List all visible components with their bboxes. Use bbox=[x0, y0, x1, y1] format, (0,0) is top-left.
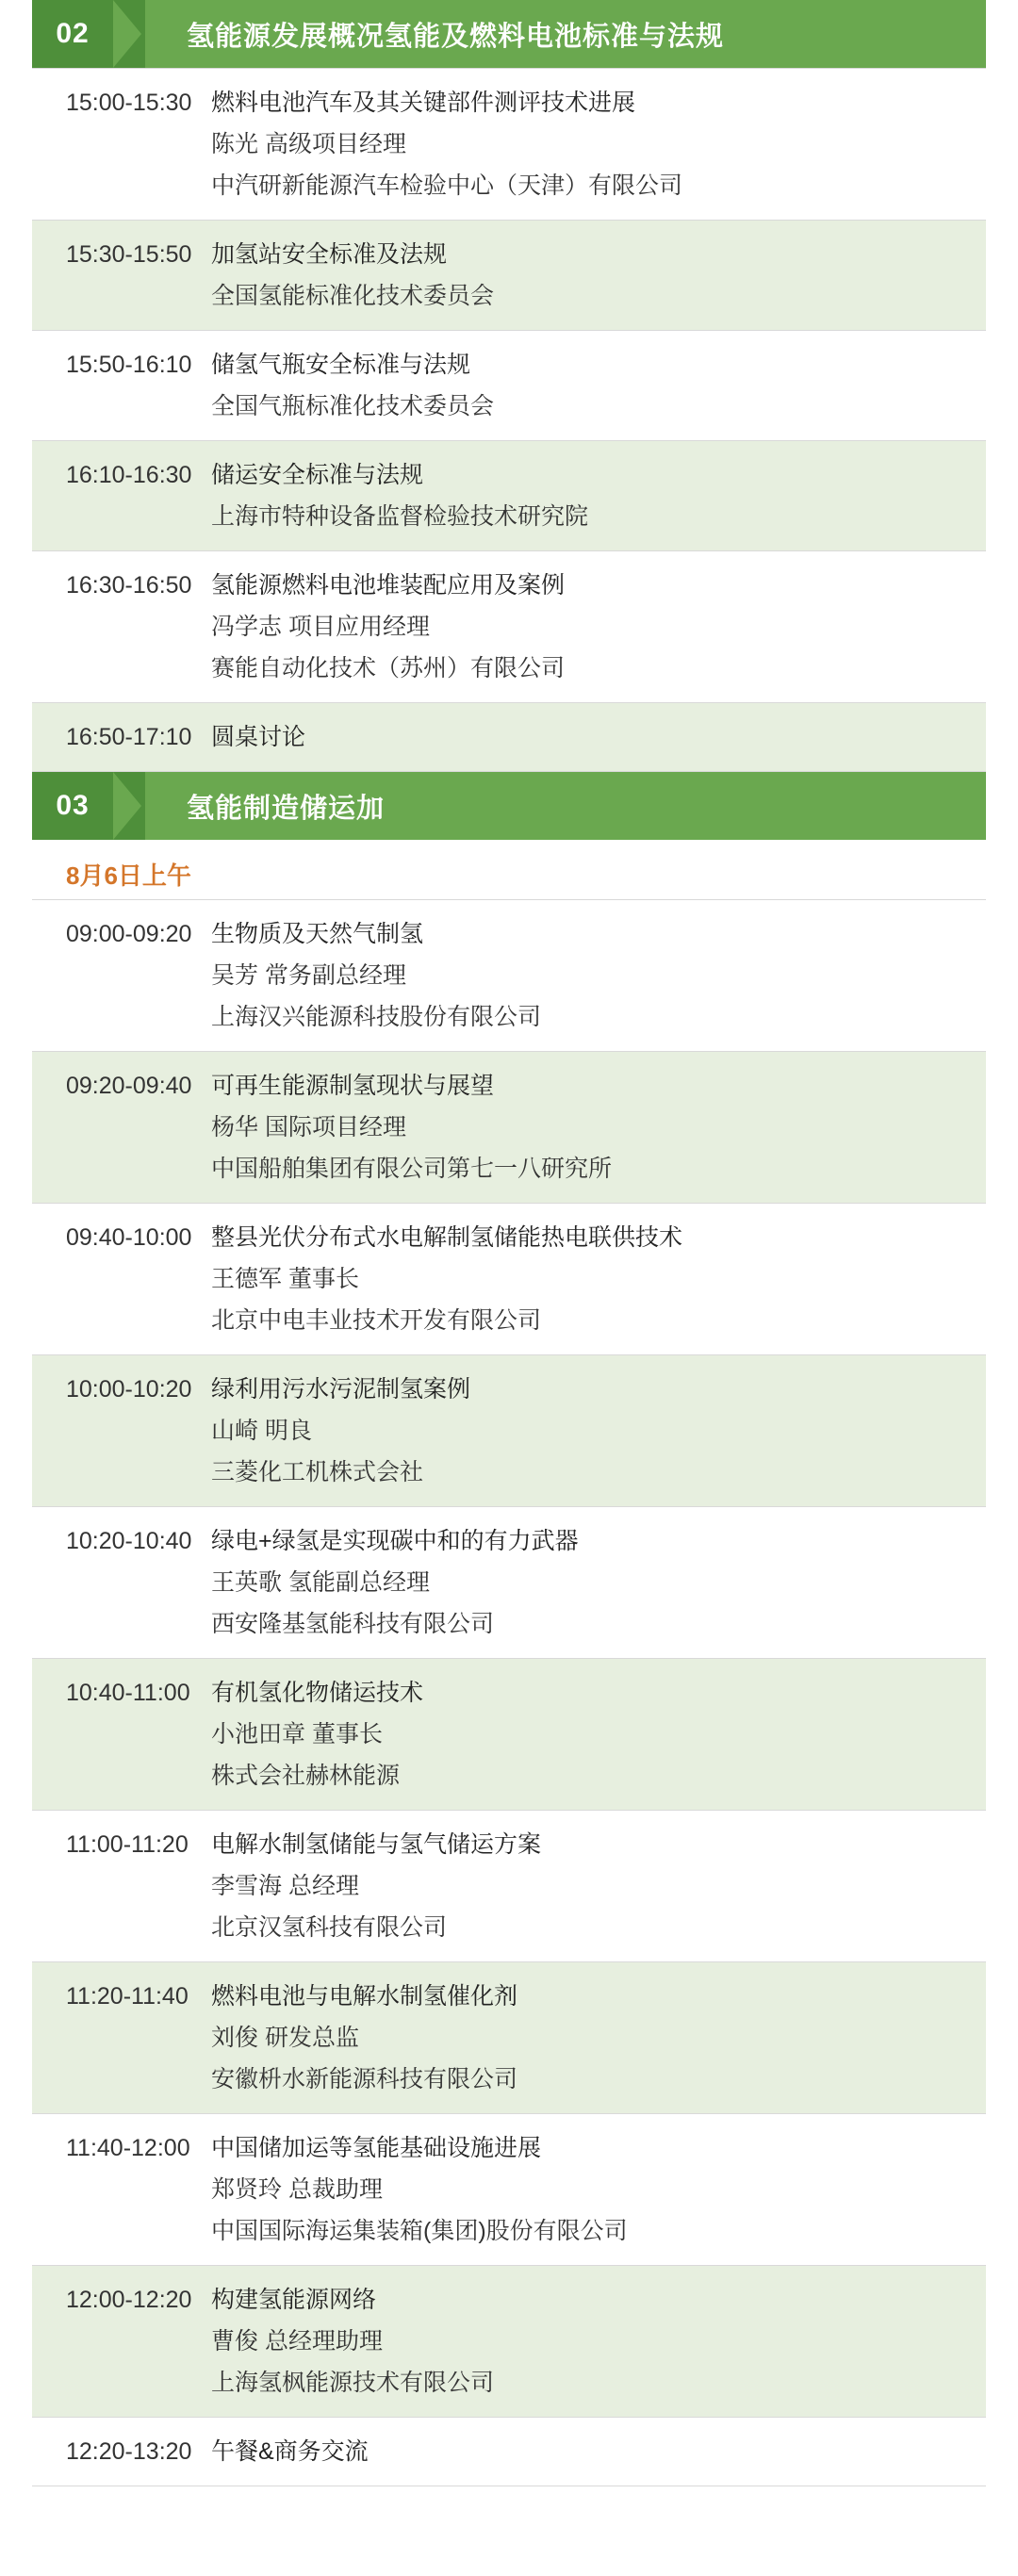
session-org: 安徽枡水新能源科技有限公司 bbox=[211, 2066, 518, 2092]
session-time: 15:30-15:50 bbox=[66, 241, 192, 268]
session-detail bbox=[211, 2127, 986, 2252]
session-speaker: 曹俊 总经理助理 bbox=[211, 2328, 383, 2354]
chevron-right-icon bbox=[113, 772, 145, 840]
agenda-row bbox=[32, 2265, 986, 2417]
session-org: 中国船舶集团有限公司第七一八研究所 bbox=[211, 1156, 613, 1182]
session-topic: 圆桌讨论 bbox=[211, 724, 306, 750]
session-topic: 中国储加运等氢能基础设施进展 bbox=[211, 2135, 542, 2161]
session-speaker: 上海市特种设备监督检验技术研究院 bbox=[211, 503, 589, 530]
session-speaker: 全国氢能标准化技术委员会 bbox=[211, 283, 495, 309]
session-speaker: 王英歌 氢能副总经理 bbox=[211, 1569, 430, 1596]
agenda-row bbox=[32, 1051, 986, 1203]
session-detail bbox=[211, 82, 986, 206]
session-time: 10:40-11:00 bbox=[66, 1680, 190, 1706]
session-speaker: 陈光 高级项目经理 bbox=[211, 131, 406, 157]
session-topic: 绿电+绿氢是实现碳中和的有力武器 bbox=[211, 1528, 579, 1554]
session-time: 09:00-09:20 bbox=[66, 921, 192, 947]
session-time: 12:00-12:20 bbox=[66, 2287, 192, 2313]
agenda-row bbox=[32, 1506, 986, 1658]
session-time: 15:50-16:10 bbox=[66, 352, 192, 378]
section-header bbox=[32, 0, 986, 68]
session-detail bbox=[211, 1520, 986, 1645]
agenda-list bbox=[32, 68, 986, 772]
agenda-row bbox=[32, 899, 986, 1051]
section-number: 02 bbox=[32, 0, 113, 68]
agenda-row bbox=[32, 550, 986, 702]
session-org: 赛能自动化技术（苏州）有限公司 bbox=[211, 655, 566, 681]
session-topic: 燃料电池汽车及其关键部件测评技术进展 bbox=[211, 90, 636, 116]
agenda-row bbox=[32, 68, 986, 220]
session-topic: 电解水制氢储能与氢气储运方案 bbox=[211, 1831, 542, 1858]
session-detail bbox=[211, 565, 986, 689]
agenda-row bbox=[32, 702, 986, 771]
session-detail bbox=[211, 2279, 986, 2404]
session-org: 上海汉兴能源科技股份有限公司 bbox=[211, 1004, 542, 1030]
session-speaker: 刘俊 研发总监 bbox=[211, 2025, 359, 2051]
session-speaker: 吴芳 常务副总经理 bbox=[211, 962, 406, 989]
agenda-row bbox=[32, 440, 986, 550]
session-detail bbox=[211, 913, 986, 1038]
section-title: 氢能制造储运加 bbox=[145, 772, 986, 840]
session-time: 11:40-12:00 bbox=[66, 2135, 190, 2161]
agenda-row bbox=[32, 1354, 986, 1506]
session-time: 12:20-13:20 bbox=[66, 2438, 192, 2465]
chevron-right-icon bbox=[113, 0, 145, 68]
session-time: 15:00-15:30 bbox=[66, 90, 192, 116]
agenda-row bbox=[32, 1961, 986, 2113]
session-time: 16:50-17:10 bbox=[66, 724, 192, 750]
session-detail bbox=[211, 454, 986, 537]
session-speaker: 冯学志 项目应用经理 bbox=[211, 614, 430, 640]
session-detail bbox=[211, 1217, 986, 1341]
section-number: 03 bbox=[32, 772, 113, 840]
session-topic: 绿利用污水污泥制氢案例 bbox=[211, 1376, 471, 1403]
agenda-row bbox=[32, 1658, 986, 1810]
session-topic: 储氢气瓶安全标准与法规 bbox=[211, 352, 471, 378]
session-detail bbox=[211, 1065, 986, 1190]
session-org: 北京中电丰业技术开发有限公司 bbox=[211, 1307, 542, 1334]
session-topic: 有机氢化物储运技术 bbox=[211, 1680, 424, 1706]
session-speaker: 郑贤玲 总裁助理 bbox=[211, 2176, 383, 2203]
session-detail bbox=[211, 1369, 986, 1493]
agenda-list bbox=[32, 899, 986, 2486]
session-org: 上海氢枫能源技术有限公司 bbox=[211, 2370, 495, 2396]
session-time: 11:20-11:40 bbox=[66, 1983, 189, 2010]
session-topic: 构建氢能源网络 bbox=[211, 2287, 377, 2313]
agenda-row bbox=[32, 1203, 986, 1354]
agenda-row bbox=[32, 330, 986, 440]
agenda-row bbox=[32, 2113, 986, 2265]
session-speaker: 王德军 董事长 bbox=[211, 1266, 359, 1292]
session-speaker: 山崎 明良 bbox=[211, 1418, 312, 1444]
session-org: 中汽研新能源汽车检验中心（天津）有限公司 bbox=[211, 172, 683, 199]
session-topic: 午餐&商务交流 bbox=[211, 2438, 369, 2465]
session-time: 10:00-10:20 bbox=[66, 1376, 192, 1403]
session-time: 16:30-16:50 bbox=[66, 572, 192, 599]
section-header bbox=[32, 772, 986, 840]
session-org: 西安隆基氢能科技有限公司 bbox=[211, 1611, 495, 1637]
session-detail bbox=[211, 1824, 986, 1948]
session-detail bbox=[211, 1976, 986, 2100]
session-time: 10:20-10:40 bbox=[66, 1528, 192, 1554]
agenda-row bbox=[32, 220, 986, 330]
session-time: 11:00-11:20 bbox=[66, 1831, 189, 1858]
session-org: 三菱化工机株式会社 bbox=[211, 1459, 424, 1485]
session-detail bbox=[211, 234, 986, 317]
session-time: 09:20-09:40 bbox=[66, 1073, 192, 1099]
session-topic: 燃料电池与电解水制氢催化剂 bbox=[211, 1983, 518, 2010]
session-topic: 生物质及天然气制氢 bbox=[211, 921, 424, 947]
day-label: 8月6日上午 bbox=[32, 840, 986, 899]
session-detail bbox=[211, 716, 986, 758]
session-time: 09:40-10:00 bbox=[66, 1224, 192, 1251]
session-speaker: 李雪海 总经理 bbox=[211, 1873, 359, 1899]
session-org: 北京汉氢科技有限公司 bbox=[211, 1914, 448, 1941]
session-detail bbox=[211, 2431, 986, 2472]
session-topic: 氢能源燃料电池堆装配应用及案例 bbox=[211, 572, 566, 599]
session-topic: 加氢站安全标准及法规 bbox=[211, 241, 448, 268]
session-topic: 储运安全标准与法规 bbox=[211, 462, 424, 488]
session-speaker: 杨华 国际项目经理 bbox=[211, 1114, 406, 1140]
session-detail bbox=[211, 344, 986, 427]
session-speaker: 小池田章 董事长 bbox=[211, 1721, 383, 1747]
session-speaker: 全国气瓶标准化技术委员会 bbox=[211, 393, 495, 419]
agenda-row bbox=[32, 1810, 986, 1961]
session-org: 株式会社赫林能源 bbox=[211, 1763, 401, 1789]
session-topic: 整县光伏分布式水电解制氢储能热电联供技术 bbox=[211, 1224, 683, 1251]
session-topic: 可再生能源制氢现状与展望 bbox=[211, 1073, 495, 1099]
session-detail bbox=[211, 1672, 986, 1797]
agenda-row bbox=[32, 2417, 986, 2486]
session-time: 16:10-16:30 bbox=[66, 462, 192, 488]
section-title: 氢能源发展概况氢能及燃料电池标准与法规 bbox=[145, 0, 986, 68]
session-org: 中国国际海运集装箱(集团)股份有限公司 bbox=[211, 2218, 628, 2244]
